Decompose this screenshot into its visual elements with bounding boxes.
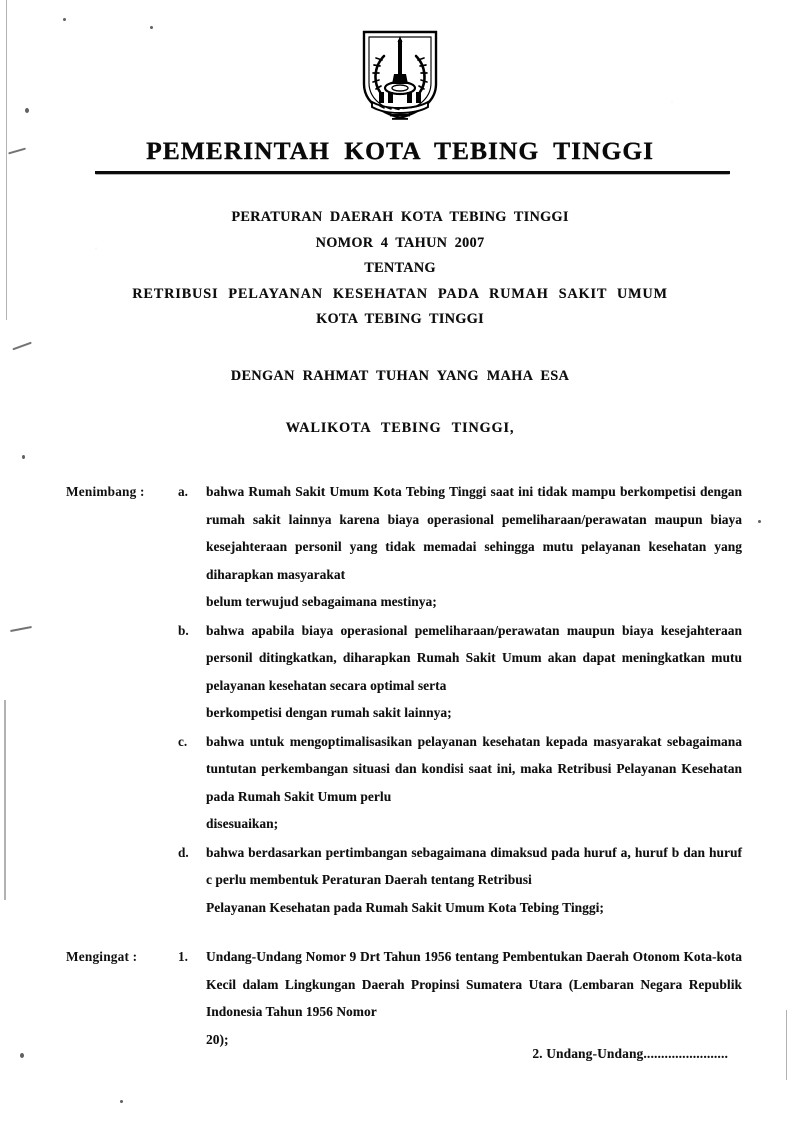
invocation-line-rahmat: DENGAN RAHMAT TUHAN YANG MAHA ESA [230, 368, 570, 384]
clause-marker: b. [178, 622, 189, 638]
scan-edge-line-left-lower [4, 700, 6, 900]
clause-text [206, 617, 742, 727]
clause-text-main: bahwa berdasarkan pertimbangan sebagaimana dimaksud pada huruf a, huruf b dan huruf c perlu membentuk Peraturan Daerah tentang Retribusi [206, 844, 742, 887]
regulation-title-block [0, 205, 800, 333]
title-line-subject: RETRIBUSI PELAYANAN KESEHATAN PADA RUMAH SAKIT UMUM [132, 285, 668, 302]
clause-text-lastline: belum terwujud sebagaimana mestinya; [206, 594, 437, 609]
scan-speck [22, 455, 25, 459]
section-items-menimbang [178, 478, 742, 921]
city-crest-emblem [354, 26, 446, 122]
clause-text-lastline: berkompetisi dengan rumah sakit lainnya; [206, 705, 452, 720]
clause-text [206, 943, 742, 1053]
clause-marker: d. [178, 844, 189, 860]
section-mengingat [66, 943, 742, 1053]
clause-text-main: Undang-Undang Nomor 9 Drt Tahun 1956 tentang Pembentukan Daerah Otonom Kota-kota Kecil dalam Lingkungan Daerah Propinsi Sumatera Utara (Lembaran Negara Republik Indonesia Tahun 1956 Nomor [206, 949, 742, 1019]
clause-text-main: bahwa Rumah Sakit Umum Kota Tebing Tinggi saat ini tidak mampu berkompetisi dengan rumah sakit lainnya karena biaya operasional pemeliharaan/perawatan maupun biaya kesejahteraan personil yang tidak memadai sehingga mutu pelayanan kesehatan yang diharapkan masyarakat [206, 484, 742, 582]
title-line-city: KOTA TEBING TINGGI [316, 311, 484, 327]
emblem-container [0, 26, 800, 122]
clause-marker: c. [178, 733, 188, 749]
clause-text-main: bahwa untuk mengoptimalisasikan pelayanan kesehatan kepada masyarakat sebagaimana tuntutan perkembangan situasi dan kondisi saat ini, maka Retribusi Pelayanan Kesehatan pada Rumah Sakit Umum perlu [206, 733, 742, 804]
clause-text [206, 839, 742, 922]
invocation-block [0, 368, 800, 437]
scan-speck [758, 520, 761, 523]
clause-text-lastline: disesuaikan; [206, 816, 279, 831]
scan-speck [20, 1053, 24, 1058]
scan-speck [63, 18, 66, 21]
scan-streak [12, 342, 31, 350]
clause-text-main: bahwa apabila biaya operasional pemeliharaan/perawatan maupun biaya kesejahteraan personil ditingkatkan, diharapkan Rumah Sakit Umum akan dapat meningkatkan mutu pelayanan kesehatan secara optimal serta [206, 622, 742, 693]
section-menimbang [66, 478, 742, 921]
page-title: PEMERINTAH KOTA TEBING TINGGI [146, 136, 654, 165]
clause-item [178, 839, 742, 922]
clause-item [178, 478, 742, 616]
clause-item [178, 617, 742, 727]
clause-item [178, 943, 742, 1053]
clause-text-lastline: 20); [206, 1031, 229, 1047]
clause-text [206, 478, 742, 616]
title-line-nomor: NOMOR 4 TAHUN 2007 [315, 234, 485, 251]
section-label-mengingat: Mengingat : [66, 949, 138, 964]
scan-streak [10, 626, 32, 632]
title-line-perda: PERATURAN DAERAH KOTA TEBING TINGGI [231, 209, 569, 225]
section-label-menimbang: Menimbang : [66, 484, 145, 499]
scan-edge-line-right [786, 1010, 787, 1080]
clause-text [206, 728, 742, 838]
clause-marker: 1. [178, 949, 188, 964]
invocation-line-walikota: WALIKOTA TEBING TINGGI, [285, 420, 515, 436]
clause-item [178, 728, 742, 838]
clause-text-lastline: Pelayanan Kesehatan pada Rumah Sakit Umum Kota Tebing Tinggi; [206, 899, 604, 915]
title-line-tentang: TENTANG [364, 260, 436, 276]
section-items-mengingat [178, 943, 742, 1053]
page-catchword: 2. Undang-Undang........................ [532, 1046, 728, 1061]
header-divider-rule [95, 171, 730, 174]
scan-speck [120, 1100, 123, 1103]
clauses-container [66, 478, 742, 1053]
clause-marker: a. [178, 484, 188, 499]
